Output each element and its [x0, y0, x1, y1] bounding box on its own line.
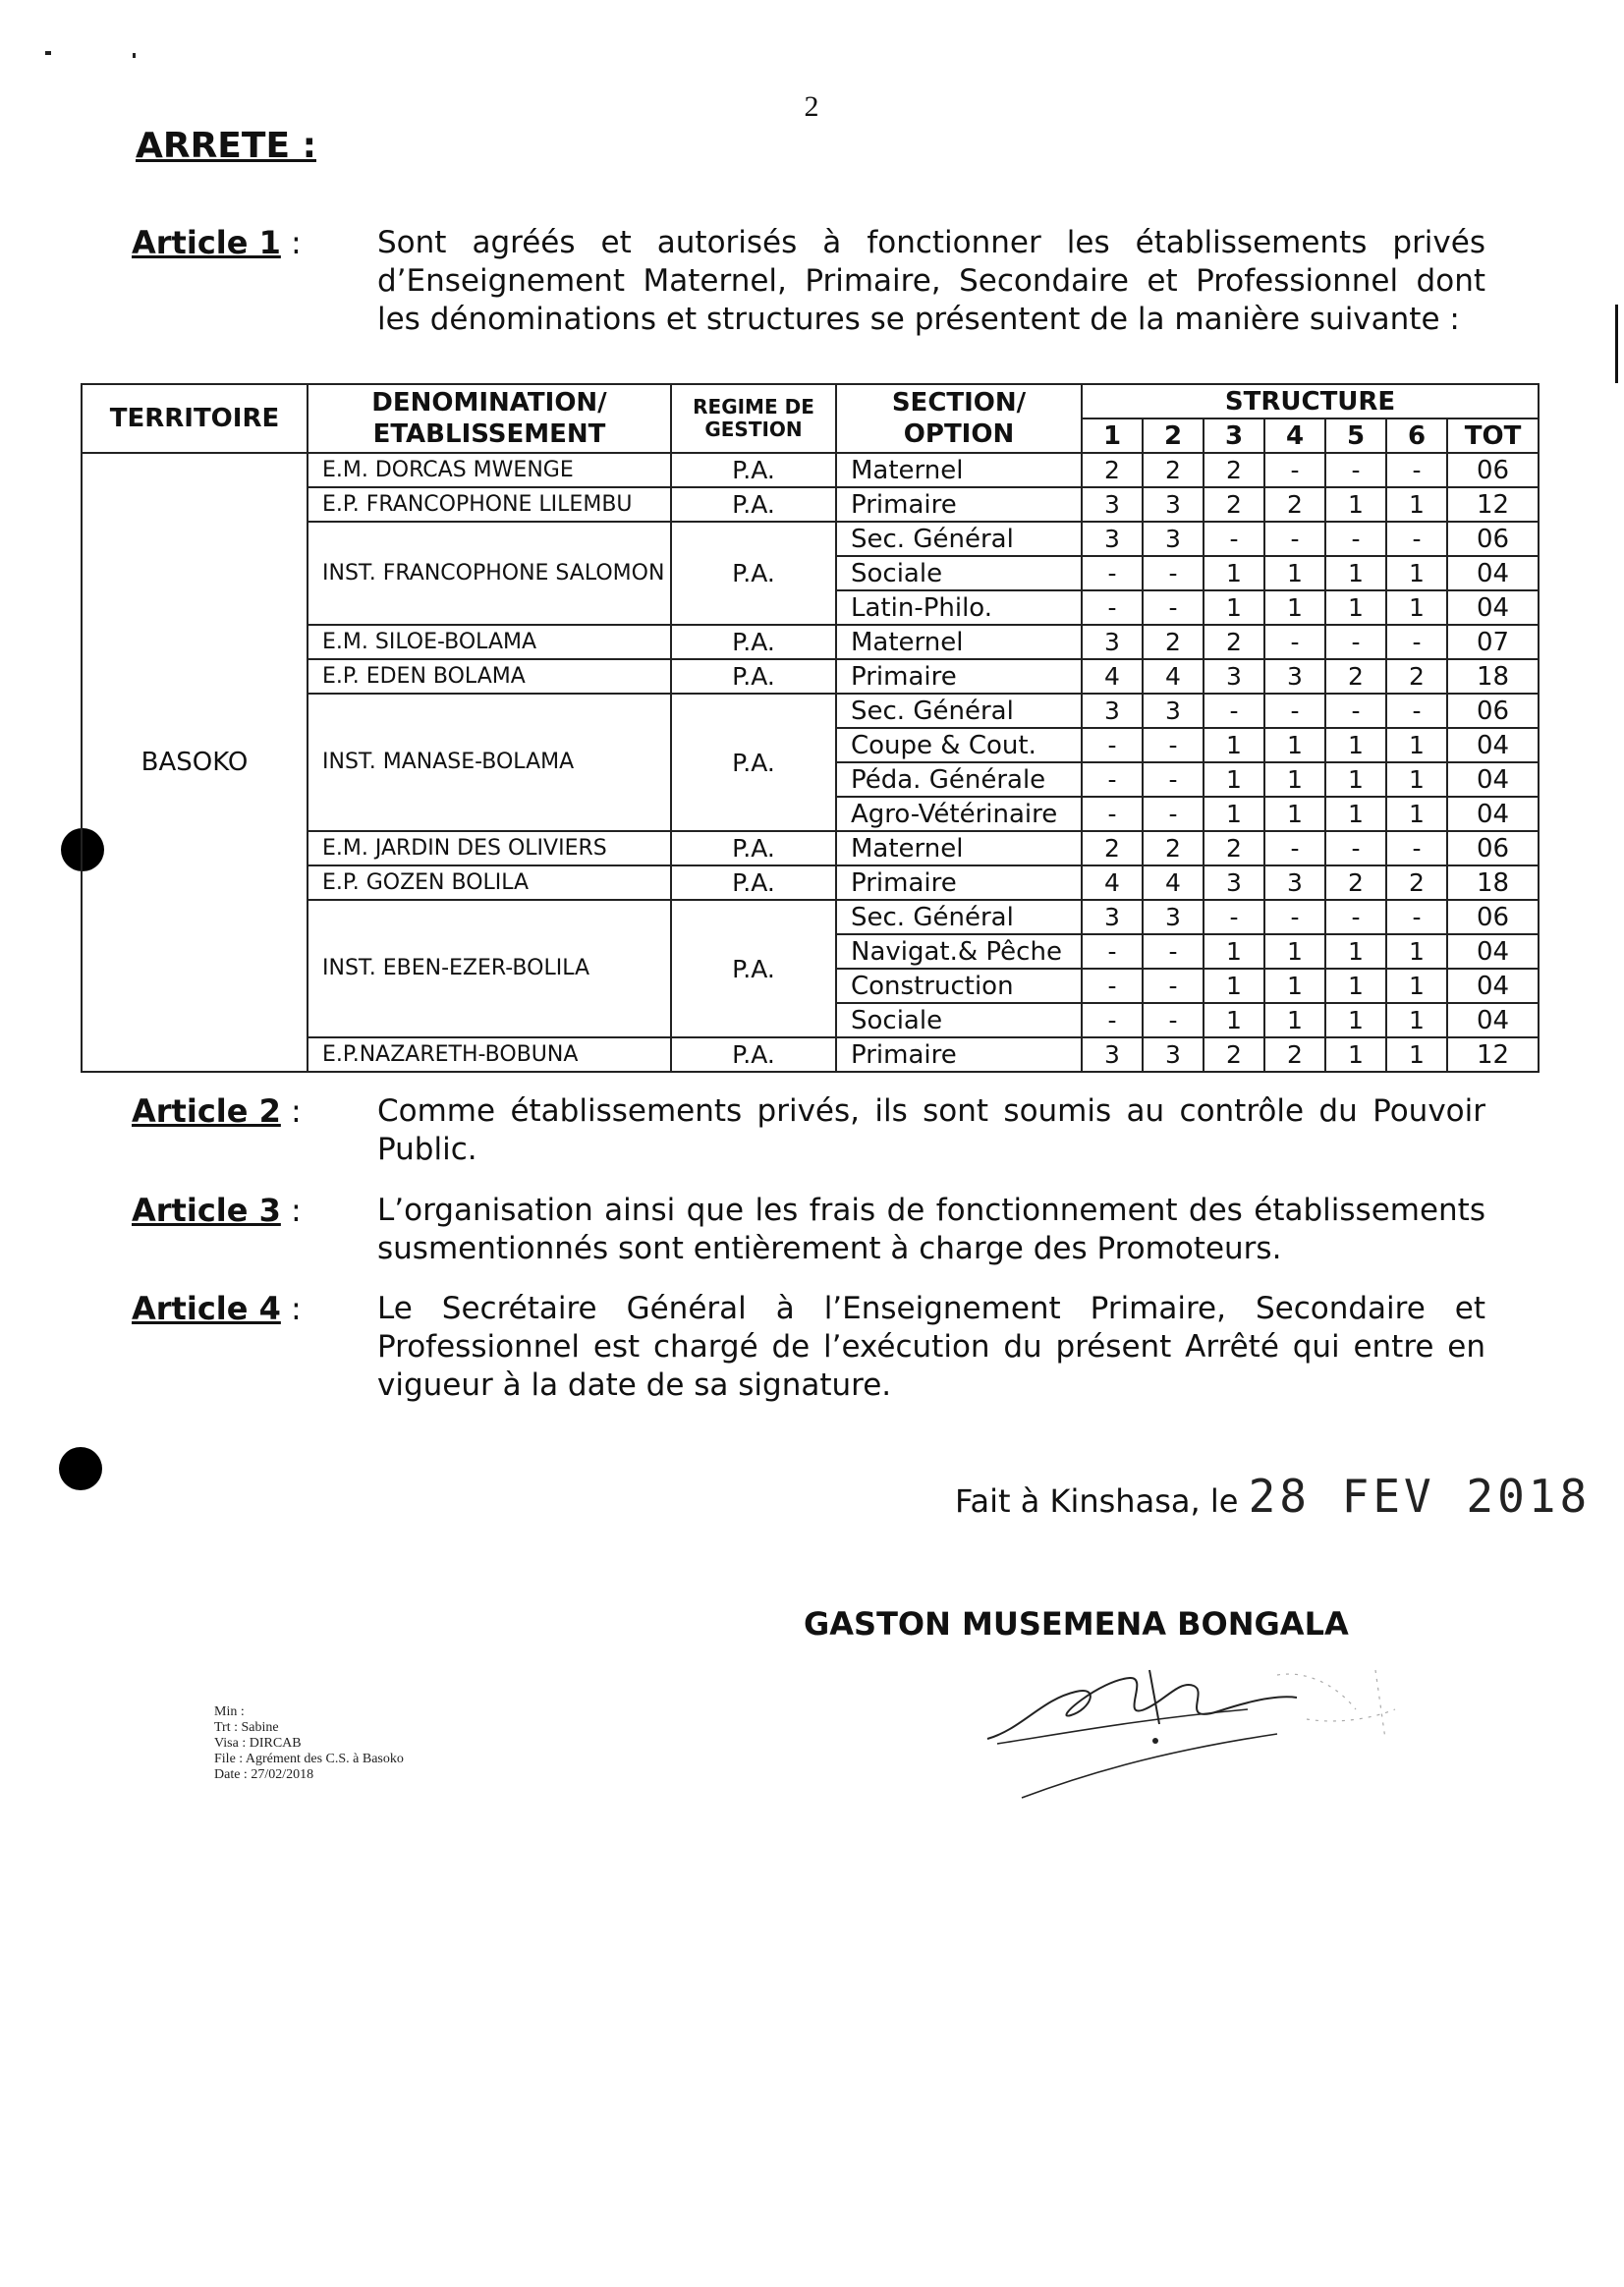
structure-cell: 4 [1143, 659, 1204, 694]
total-cell: 04 [1447, 797, 1539, 831]
establishment-name: E.M. SILOE-BOLAMA [308, 625, 671, 659]
structure-cell: 2 [1204, 1037, 1264, 1072]
total-cell: 06 [1447, 900, 1539, 934]
structure-cell: 3 [1082, 487, 1143, 522]
structure-cell: - [1082, 934, 1143, 969]
structure-cell: - [1325, 831, 1386, 865]
structure-cell: 1 [1204, 797, 1264, 831]
structure-cell: - [1082, 1003, 1143, 1037]
structure-cell: 1 [1386, 797, 1447, 831]
structure-cell: 1 [1204, 728, 1264, 762]
section-cell: Sec. Général [836, 900, 1082, 934]
header-denomination: DENOMINATION/ ETABLISSEMENT [308, 384, 671, 453]
total-cell: 18 [1447, 659, 1539, 694]
structure-cell: - [1386, 694, 1447, 728]
structure-cell: 1 [1325, 728, 1386, 762]
structure-cell: - [1386, 453, 1447, 487]
scan-edge-line [1615, 305, 1618, 383]
establishment-name: E.P. EDEN BOLAMA [308, 659, 671, 694]
article-4 [132, 1290, 1487, 1405]
reference-memo [214, 1704, 404, 1783]
total-cell: 06 [1447, 453, 1539, 487]
regime-cell: P.A. [671, 659, 836, 694]
header-col-3: 3 [1204, 418, 1264, 453]
structure-cell: - [1082, 762, 1143, 797]
structure-cell: 1 [1264, 590, 1325, 625]
article-1 [132, 224, 1487, 339]
structure-cell: 3 [1143, 900, 1204, 934]
total-cell: 04 [1447, 1003, 1539, 1037]
header-col-5: 5 [1325, 418, 1386, 453]
article-text: Sont agréés et autorisés à fonctionner les établissements privés d’Enseignement Maternel, Primaire, Secondaire et Professionnel dont les dénominations et structures se présentent de la manière suivante : [377, 225, 1485, 337]
structure-cell: 1 [1325, 934, 1386, 969]
structure-cell: - [1082, 969, 1143, 1003]
total-cell: 07 [1447, 625, 1539, 659]
structure-cell: - [1264, 900, 1325, 934]
total-cell: 04 [1447, 934, 1539, 969]
total-cell: 12 [1447, 487, 1539, 522]
structure-cell: 1 [1204, 969, 1264, 1003]
structure-cell: 1 [1264, 969, 1325, 1003]
section-cell: Primaire [836, 659, 1082, 694]
structure-cell: 3 [1143, 1037, 1204, 1072]
structure-cell: - [1143, 590, 1204, 625]
structure-cell: - [1204, 694, 1264, 728]
section-cell: Sec. Général [836, 522, 1082, 556]
structure-cell: 1 [1325, 556, 1386, 590]
regime-cell: P.A. [671, 865, 836, 900]
structure-cell: - [1264, 694, 1325, 728]
header-section: SECTION/ OPTION [836, 384, 1082, 453]
memo-line: Date : 27/02/2018 [214, 1767, 314, 1782]
establishments-table [81, 383, 1540, 1073]
structure-cell: 2 [1204, 487, 1264, 522]
structure-cell: 1 [1386, 487, 1447, 522]
section-cell: Maternel [836, 831, 1082, 865]
memo-line: Min : [214, 1704, 245, 1719]
article-label: Article 3 : [132, 1192, 302, 1229]
structure-cell: - [1264, 625, 1325, 659]
establishment-name: E.M. DORCAS MWENGE [308, 453, 671, 487]
regime-cell: P.A. [671, 625, 836, 659]
structure-cell: 3 [1143, 522, 1204, 556]
structure-cell: 3 [1204, 659, 1264, 694]
section-cell: Construction [836, 969, 1082, 1003]
structure-cell: 4 [1082, 865, 1143, 900]
structure-cell: - [1082, 590, 1143, 625]
header-structure: STRUCTURE [1082, 384, 1539, 418]
territoire-cell: BASOKO [82, 453, 308, 1072]
structure-cell: - [1143, 797, 1204, 831]
structure-cell: - [1325, 453, 1386, 487]
establishment-name: E.P. GOZEN BOLILA [308, 865, 671, 900]
memo-line: Trt : Sabine [214, 1720, 279, 1735]
total-cell: 06 [1447, 831, 1539, 865]
section-cell: Primaire [836, 487, 1082, 522]
article-2 [132, 1092, 1487, 1169]
structure-cell: 1 [1264, 797, 1325, 831]
total-cell: 04 [1447, 590, 1539, 625]
establishment-name: INST. MANASE-BOLAMA [308, 694, 671, 831]
structure-cell: - [1143, 728, 1204, 762]
structure-cell: 4 [1143, 865, 1204, 900]
establishment-name: INST. FRANCOPHONE SALOMON [308, 522, 671, 625]
structure-cell: 2 [1082, 453, 1143, 487]
regime-cell: P.A. [671, 487, 836, 522]
structure-cell: 2 [1386, 659, 1447, 694]
scan-mark [133, 53, 136, 58]
section-cell: Primaire [836, 1037, 1082, 1072]
total-cell: 18 [1447, 865, 1539, 900]
punch-hole [59, 1447, 102, 1490]
structure-cell: - [1264, 522, 1325, 556]
article-3 [132, 1192, 1487, 1268]
regime-cell: P.A. [671, 453, 836, 487]
section-cell: Sociale [836, 1003, 1082, 1037]
article-label: Article 4 : [132, 1290, 302, 1327]
structure-cell: 1 [1386, 969, 1447, 1003]
structure-cell: - [1143, 762, 1204, 797]
structure-cell: 4 [1082, 659, 1143, 694]
structure-cell: - [1204, 522, 1264, 556]
article-text: Le Secrétaire Général à l’Enseignement Primaire, Secondaire et Professionnel est chargé de l’exécution du présent Arrêté qui entre en vigueur à la date de sa signature. [377, 1291, 1485, 1403]
structure-cell: 3 [1082, 625, 1143, 659]
structure-cell: 1 [1325, 590, 1386, 625]
structure-cell: 1 [1386, 934, 1447, 969]
header-col-2: 2 [1143, 418, 1204, 453]
structure-cell: 2 [1204, 625, 1264, 659]
structure-cell: 2 [1264, 487, 1325, 522]
table-row [82, 453, 1539, 487]
structure-cell: - [1386, 625, 1447, 659]
structure-cell: - [1386, 522, 1447, 556]
total-cell: 04 [1447, 728, 1539, 762]
scan-mark [45, 51, 51, 55]
signatory-name: GASTON MUSEMENA BONGALA [804, 1605, 1349, 1643]
date-stamp: 28 FEV 2018 [1248, 1470, 1592, 1523]
structure-cell: 3 [1264, 865, 1325, 900]
structure-cell: 1 [1264, 728, 1325, 762]
structure-cell: 1 [1264, 1003, 1325, 1037]
structure-cell: 1 [1386, 556, 1447, 590]
total-cell: 06 [1447, 522, 1539, 556]
structure-cell: - [1204, 900, 1264, 934]
header-col-6: 6 [1386, 418, 1447, 453]
structure-cell: 2 [1325, 865, 1386, 900]
structure-cell: 1 [1204, 762, 1264, 797]
structure-cell: 1 [1386, 1003, 1447, 1037]
structure-cell: 3 [1264, 659, 1325, 694]
total-cell: 04 [1447, 556, 1539, 590]
regime-cell: P.A. [671, 900, 836, 1037]
structure-cell: - [1143, 969, 1204, 1003]
section-cell: Maternel [836, 453, 1082, 487]
structure-cell: 2 [1143, 453, 1204, 487]
structure-cell: - [1143, 934, 1204, 969]
structure-cell: 2 [1204, 453, 1264, 487]
header-col-4: 4 [1264, 418, 1325, 453]
structure-cell: - [1264, 453, 1325, 487]
section-cell: Coupe & Cout. [836, 728, 1082, 762]
structure-cell: 3 [1143, 487, 1204, 522]
structure-cell: - [1264, 831, 1325, 865]
place-and-date [955, 1470, 1591, 1523]
regime-cell: P.A. [671, 522, 836, 625]
structure-cell: - [1325, 522, 1386, 556]
handwritten-signature [982, 1650, 1434, 1817]
structure-cell: 2 [1143, 625, 1204, 659]
article-label: Article 1 : [132, 224, 302, 261]
total-cell: 12 [1447, 1037, 1539, 1072]
memo-line: Visa : DIRCAB [214, 1736, 302, 1751]
section-cell: Sociale [836, 556, 1082, 590]
structure-cell: 1 [1325, 487, 1386, 522]
structure-cell: 3 [1082, 1037, 1143, 1072]
structure-cell: - [1325, 694, 1386, 728]
table-body [82, 453, 1539, 1072]
structure-cell: - [1082, 728, 1143, 762]
structure-cell: 1 [1325, 1003, 1386, 1037]
structure-cell: 1 [1325, 969, 1386, 1003]
section-cell: Latin-Philo. [836, 590, 1082, 625]
structure-cell: 2 [1264, 1037, 1325, 1072]
article-label: Article 2 : [132, 1092, 302, 1130]
structure-cell: 2 [1325, 659, 1386, 694]
structure-cell: - [1325, 900, 1386, 934]
header-territoire: TERRITOIRE [82, 384, 308, 453]
regime-cell: P.A. [671, 831, 836, 865]
structure-cell: - [1386, 831, 1447, 865]
section-cell: Sec. Général [836, 694, 1082, 728]
structure-cell: 2 [1082, 831, 1143, 865]
structure-cell: 1 [1264, 762, 1325, 797]
structure-cell: - [1082, 797, 1143, 831]
place-text: Fait à Kinshasa, le [955, 1482, 1239, 1520]
structure-cell: 1 [1264, 556, 1325, 590]
structure-cell: 3 [1143, 694, 1204, 728]
structure-cell: 1 [1325, 762, 1386, 797]
total-cell: 04 [1447, 969, 1539, 1003]
structure-cell: 1 [1204, 934, 1264, 969]
establishment-name: E.M. JARDIN DES OLIVIERS [308, 831, 671, 865]
structure-cell: 3 [1082, 522, 1143, 556]
structure-cell: - [1143, 556, 1204, 590]
regime-cell: P.A. [671, 1037, 836, 1072]
section-cell: Navigat.& Pêche [836, 934, 1082, 969]
section-cell: Maternel [836, 625, 1082, 659]
header-col-1: 1 [1082, 418, 1143, 453]
structure-cell: 1 [1204, 590, 1264, 625]
structure-cell: - [1143, 1003, 1204, 1037]
establishment-name: E.P.NAZARETH-BOBUNA [308, 1037, 671, 1072]
establishment-name: E.P. FRANCOPHONE LILEMBU [308, 487, 671, 522]
structure-cell: 1 [1386, 1037, 1447, 1072]
structure-cell: 1 [1204, 556, 1264, 590]
article-text: L’organisation ainsi que les frais de fonctionnement des établissements susmentionnés sont entièrement à charge des Promoteurs. [377, 1193, 1485, 1266]
structure-cell: - [1325, 625, 1386, 659]
memo-line: File : Agrément des C.S. à Basoko [214, 1752, 404, 1766]
structure-cell: 2 [1204, 831, 1264, 865]
structure-cell: 3 [1204, 865, 1264, 900]
header-col-tot: TOT [1447, 418, 1539, 453]
establishment-name: INST. EBEN-EZER-BOLILA [308, 900, 671, 1037]
article-text: Comme établissements privés, ils sont soumis au contrôle du Pouvoir Public. [377, 1093, 1485, 1167]
total-cell: 06 [1447, 694, 1539, 728]
total-cell: 04 [1447, 762, 1539, 797]
structure-cell: 1 [1264, 934, 1325, 969]
structure-cell: 1 [1386, 728, 1447, 762]
structure-cell: 3 [1082, 694, 1143, 728]
section-cell: Péda. Générale [836, 762, 1082, 797]
structure-cell: 1 [1325, 1037, 1386, 1072]
regime-cell: P.A. [671, 694, 836, 831]
structure-cell: 1 [1204, 1003, 1264, 1037]
structure-cell: 1 [1325, 797, 1386, 831]
structure-cell: 3 [1082, 900, 1143, 934]
structure-cell: 2 [1143, 831, 1204, 865]
structure-cell: - [1386, 900, 1447, 934]
structure-cell: - [1082, 556, 1143, 590]
structure-cell: 1 [1386, 590, 1447, 625]
section-cell: Agro-Vétérinaire [836, 797, 1082, 831]
structure-cell: 2 [1386, 865, 1447, 900]
page-number: 2 [804, 90, 819, 123]
decree-heading: ARRETE : [136, 126, 316, 166]
structure-cell: 1 [1386, 762, 1447, 797]
section-cell: Primaire [836, 865, 1082, 900]
header-regime: REGIME DE GESTION [671, 384, 836, 453]
